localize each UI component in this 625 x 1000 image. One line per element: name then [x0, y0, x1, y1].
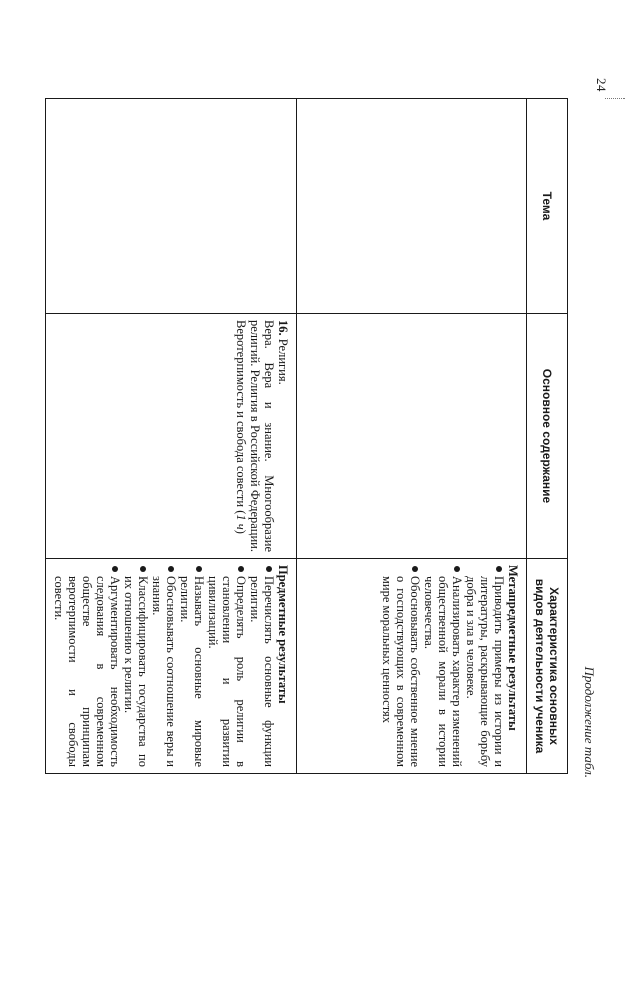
- subject-item-3: Называть основные мировые религии.: [178, 565, 206, 767]
- row2-content-cell: [46, 314, 297, 559]
- lesson-hours: 1 ч: [234, 514, 248, 530]
- page-number: 24: [594, 78, 609, 92]
- header-topic: Тема: [527, 99, 568, 314]
- meta-results-heading: Метапредметные результаты: [506, 565, 520, 731]
- row1-content-cell: [297, 314, 527, 559]
- lesson-body: [234, 320, 276, 552]
- table-row: [297, 99, 527, 774]
- header-content: Основное содержание: [527, 314, 568, 559]
- subject-results-heading: Предметные результаты: [276, 565, 290, 704]
- meta-item-2: Анализировать характер изменений общественной морали в истории человечества.: [422, 565, 464, 767]
- lesson-heading: [276, 320, 290, 552]
- table-row: [46, 99, 297, 774]
- lesson-body-text: Вера. Вера и знание. Многообразие религий. Религия в Российской Федерации. Веротерпимость и свобода совести (: [234, 320, 276, 552]
- header-activities: Характеристика основных видов деятельности ученика: [527, 559, 568, 774]
- row1-activities-cell: [297, 559, 527, 774]
- subject-item-2: Определять роль религии в становлении и развитии цивилизаций.: [206, 565, 248, 767]
- subject-item-1: Перечислять основные функции религии.: [248, 565, 276, 767]
- margin-dotted-line: [605, 98, 625, 99]
- row1-topic-cell: [297, 99, 527, 314]
- row2-topic-cell: [46, 99, 297, 314]
- subject-item-6: Аргументировать необходимость следования в современном обществе принципам веротерпимости и свободы совести.: [52, 565, 122, 767]
- curriculum-table: [45, 98, 568, 774]
- subject-item-5: Классифицировать государства по их отношению к религии.: [122, 565, 150, 767]
- subject-item-4: Обосновывать соотношение веры и знания.: [150, 565, 178, 767]
- lesson-number: 16.: [276, 320, 290, 336]
- table-continuation-note: Продолжение табл.: [582, 666, 597, 778]
- row2-activities-cell: [46, 559, 297, 774]
- lesson-body-close: ): [234, 529, 248, 534]
- table-header-row: [527, 99, 568, 774]
- meta-item-1: Приводить примеры из истории и литературы, раскрывающие борьбу добра и зла в человеке.: [464, 565, 506, 767]
- meta-item-3: Обосновывать собственное мнение о господствующих в современном мире моральных ценностях: [380, 565, 422, 767]
- lesson-title: Религия.: [276, 338, 290, 385]
